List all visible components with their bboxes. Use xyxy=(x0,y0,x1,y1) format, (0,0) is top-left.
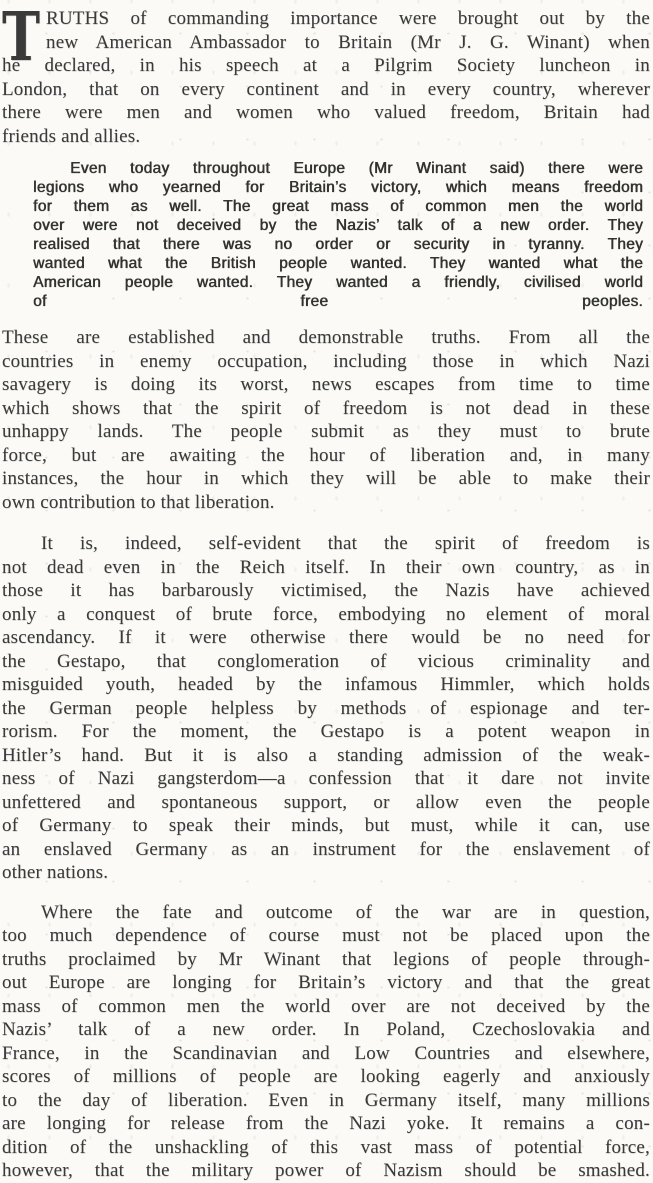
text-line: there were men and women who valued freedom, Britain had xyxy=(2,102,650,123)
text-line: those it has barbarously victimised, the Nazis have achieved xyxy=(2,580,650,601)
text-line: dition of the unshackling of this vast mass of potential force, xyxy=(2,1136,650,1158)
text-line: the German people helpless by methods of espionage and ter- xyxy=(2,697,650,719)
text-line: other nations. xyxy=(2,862,109,883)
body-paragraph-2 xyxy=(2,532,650,885)
text-line: of free peoples. xyxy=(33,293,643,310)
text-line: not dead even in the Reich itself. In their own country, as in xyxy=(2,556,650,578)
text-line: unhappy lands. The people submit as they must to brute xyxy=(2,421,650,442)
text-line: These are established and demonstrable truths. From all the xyxy=(2,327,650,348)
drop-cap-letter: T xyxy=(2,0,41,77)
text-line: scores of millions of people are looking eagerly and anxiously xyxy=(2,1066,650,1087)
text-line: mass of common men the world over are not deceived by the xyxy=(2,995,650,1017)
text-line: too much dependence of course must not be placed upon the xyxy=(2,925,650,946)
text-line: own contribution to that liberation. xyxy=(2,491,275,513)
text-line: Where the fate and outcome of the war are in question, xyxy=(41,901,650,923)
text-line: savagery is doing its worst, news escapes from time to time xyxy=(2,374,650,395)
body-paragraph-3 xyxy=(2,901,650,1183)
lead-paragraph xyxy=(2,0,650,148)
text-line: truths proclaimed by Mr Winant that legions of people through- xyxy=(2,948,650,970)
text-line: RUTHS of commanding importance were brought out by the xyxy=(46,8,650,29)
text-line: American people wanted. They wanted a friendly, civilised world xyxy=(33,274,643,291)
text-line: Even today throughout Europe (Mr Winant said) there were xyxy=(70,160,643,177)
text-line: over were not deceived by the Nazis’ talk of a new order. They xyxy=(33,217,643,234)
text-line: out Europe are longing for Britain’s victory and that the great xyxy=(2,972,650,993)
text-line: misguided youth, headed by the infamous Himmler, which holds xyxy=(2,674,650,695)
text-line: wanted what the British people wanted. They wanted what the xyxy=(33,255,643,272)
text-line: rorism. For the moment, the Gestapo is a potent weapon in xyxy=(2,721,650,742)
text-line: of Germany to speak their minds, but must, while it can, use xyxy=(2,815,650,836)
text-line: realised that there was no order or security in tyranny. They xyxy=(33,236,643,253)
text-line: are longing for release from the Nazi yoke. It remains a con- xyxy=(2,1113,650,1134)
text-line: to the day of liberation. Even in Germany itself, many millions xyxy=(2,1089,650,1111)
text-line: countries in enemy occupation, including those in which Nazi xyxy=(2,350,650,372)
text-line: the Gestapo, that conglomeration of vicious criminality and xyxy=(2,650,650,672)
body-paragraph-1 xyxy=(2,326,650,514)
text-line: force, but are awaiting the hour of liberation and, in many xyxy=(2,444,650,466)
text-line: only a conquest of brute force, embodying no element of moral xyxy=(2,603,650,625)
text-line: friends and allies. xyxy=(2,125,141,147)
text-line: Hitler’s hand. But it is also a standing admission of the weak- xyxy=(2,744,650,766)
text-line: ascendancy. If it were otherwise there would be no need for xyxy=(2,627,650,648)
text-line: which shows that the spirit of freedom is not dead in these xyxy=(2,397,650,419)
text-line: instances, the hour in which they will be able to make their xyxy=(2,468,650,489)
text-line: an enslaved Germany as an instrument for the enslavement of xyxy=(2,838,650,860)
text-line: for them as well. The great mass of common men the world xyxy=(33,198,643,215)
text-line: unfettered and spontaneous support, or allow even the people xyxy=(2,791,650,813)
text-line: he declared, in his speech at a Pilgrim Society luncheon in xyxy=(2,55,650,76)
text-line: however, that the military power of Nazism should be smashed. xyxy=(2,1160,650,1181)
text-line: France, in the Scandinavian and Low Countries and elsewhere, xyxy=(2,1042,650,1064)
text-line: It is, indeed, self-evident that the spirit of freedom is xyxy=(41,533,650,554)
text-line: Nazis’ talk of a new order. In Poland, Czechoslovakia and xyxy=(2,1019,650,1040)
text-line: ness of Nazi gangsterdom—a confession that it dare not invite xyxy=(2,768,650,789)
text-line: London, that on every continent and in every country, wherever xyxy=(2,78,650,100)
quote-block-paragraph xyxy=(33,159,643,311)
text-line: new American Ambassador to Britain (Mr J. G. Winant) when xyxy=(46,31,650,53)
editorial-article xyxy=(2,0,650,1183)
text-line: legions who yearned for Britain’s victory, which means freedom xyxy=(33,179,643,196)
